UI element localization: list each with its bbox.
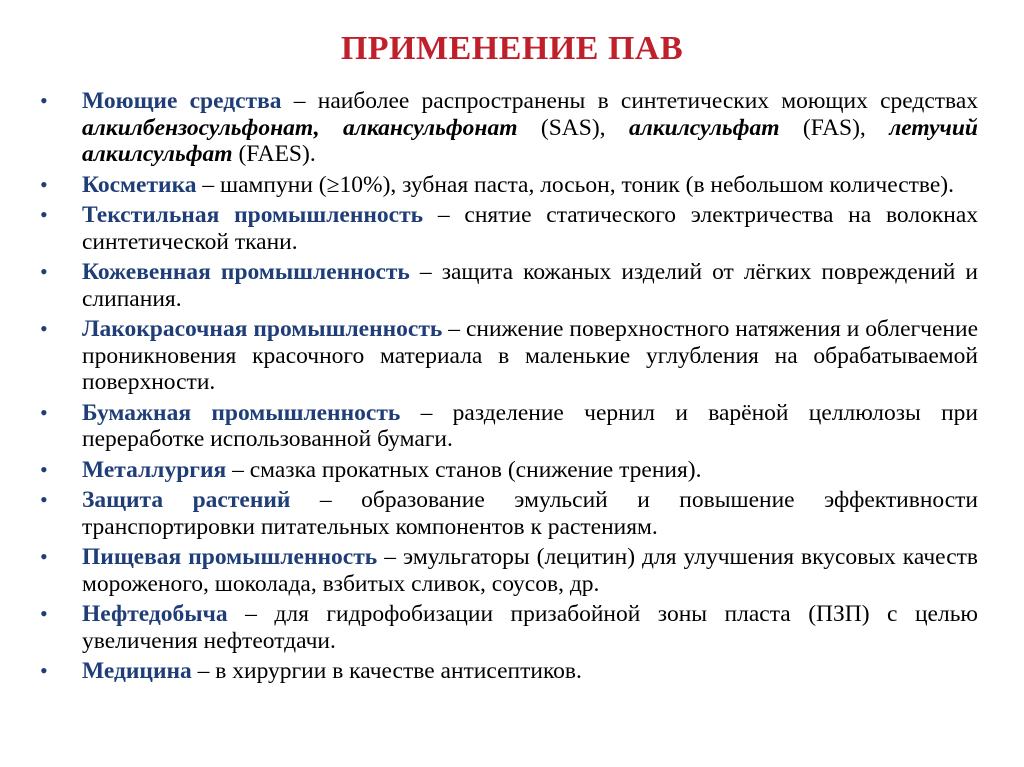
bullet-icon: •: [40, 399, 48, 425]
bullet-icon: •: [40, 88, 48, 113]
item-term: Моющие средства: [82, 88, 282, 114]
item-term: Кожевенная промышленность: [82, 259, 410, 285]
item-text: – защита кожаных изделий от лёгких повреждений и слипания.: [82, 259, 978, 312]
item-text: – снижение поверхностного натяжения и облегчение проникновения красочного материала в маленькие углубления на обрабатываемой поверхности.: [82, 316, 978, 395]
item-term: Лакокрасочная промышленность: [82, 316, 443, 342]
list-item-detergents: [38, 88, 978, 168]
bullet-icon: •: [40, 658, 48, 683]
item-text: – эмульгаторы (лецитин) для улучшения вкусовых качеств мороженого, шоколада, взбитых сливок, соусов, др.: [82, 544, 978, 597]
applications-list: [38, 88, 978, 689]
list-item-paper: [38, 400, 978, 453]
item-term: Медицина: [82, 658, 192, 684]
item-text: – для гидрофобизации призабойной зоны пласта (ПЗП) с целью увеличения нефтеотдачи.: [82, 601, 978, 654]
item-term: Металлургия: [82, 456, 227, 483]
item-term: Косметика: [82, 171, 197, 198]
item-term: Текстильная промышленность: [82, 202, 424, 228]
item-text: – в хирургии в качестве антисептиков.: [191, 658, 582, 684]
item-text: – образование эмульсий и повышение эффективности транспортировки питательных компонентов к растениям.: [82, 487, 979, 540]
bullet-icon: •: [40, 171, 48, 197]
slide-title: ПРИМЕНЕНИЕ ПАВ: [340, 30, 684, 67]
item-term: Защита растений: [82, 487, 291, 513]
item-text: (FAES).: [232, 141, 316, 167]
item-text: (SAS),: [517, 114, 629, 141]
item-text: – смазка прокатных станов (снижение трения).: [226, 456, 702, 483]
item-text: – снятие статического электричества на волокнах синтетической ткани.: [82, 202, 979, 255]
bullet-icon: •: [40, 487, 48, 512]
item-text: – шампуни (≥10%), зубная паста, лосьон, тоник (в небольшом количестве).: [196, 171, 955, 198]
chemical-name: алкилбензосульфонат, алкансульфонат: [82, 114, 518, 141]
item-text: – разделение чернил и варёной целлюлозы при переработке использованной бумаги.: [82, 399, 978, 452]
list-item-leather: [38, 259, 978, 312]
item-term: Пищевая промышленность: [82, 544, 378, 570]
list-item-textile: [38, 202, 978, 255]
list-item-oil: [38, 601, 978, 654]
bullet-icon: •: [40, 456, 48, 482]
item-term: Бумажная промышленность: [82, 399, 401, 426]
bullet-icon: •: [40, 544, 48, 569]
list-item-plant-protection: [38, 487, 978, 540]
list-item-medicine: [38, 658, 978, 685]
item-text: (FAS),: [779, 114, 890, 141]
bullet-icon: •: [40, 202, 48, 227]
list-item-food: [38, 544, 978, 597]
item-term: Нефтедобыча: [82, 601, 228, 627]
list-item-cosmetics: [38, 172, 978, 199]
list-item-metallurgy: [38, 457, 978, 484]
item-text: – наиболее распространены в синтетических моющих средствах: [281, 88, 979, 114]
list-item-paints: [38, 316, 978, 396]
bullet-icon: •: [40, 259, 48, 284]
chemical-name: летучий алкилсульфат: [82, 114, 978, 167]
bullet-icon: •: [40, 316, 48, 341]
bullet-icon: •: [40, 601, 48, 626]
chemical-name: алкилсульфат: [628, 114, 780, 141]
